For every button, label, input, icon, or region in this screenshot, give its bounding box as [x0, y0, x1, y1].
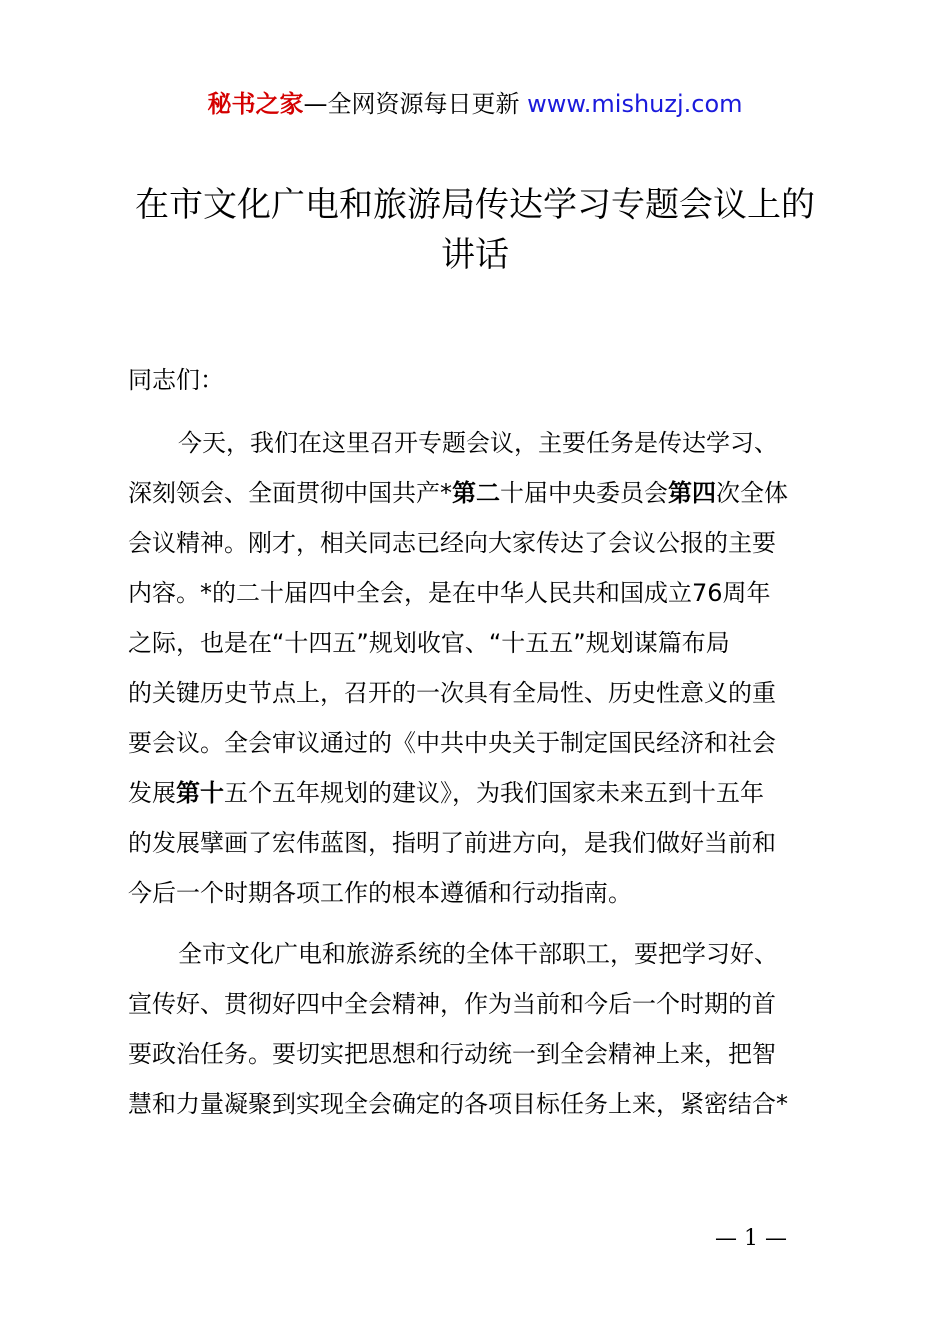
paragraph-1 — [128, 418, 834, 918]
paragraph-line — [128, 768, 834, 818]
text-run: 深刻领会、全面贯彻中国共产* — [128, 479, 452, 507]
paragraph-line: 今天，我们在这里召开专题会议，主要任务是传达学习、 — [178, 429, 778, 457]
text-run: 次全体 — [716, 479, 788, 507]
site-url-link[interactable]: www.mishuzj.com — [527, 90, 743, 118]
page-number: — 1 — — [715, 1226, 787, 1251]
paragraph-line: 今后一个时期各项工作的根本遵循和行动指南。 — [128, 879, 632, 907]
paragraph-2 — [128, 929, 834, 1129]
paragraph-line: 之际，也是在“十四五”规划收官、“十五五”规划谋篇布局 — [128, 629, 730, 657]
bold-text-run: 第十 — [176, 779, 224, 807]
bold-text-run: 第二 — [452, 479, 500, 507]
paragraph-line: 会议精神。刚才，相关同志已经向大家传达了会议公报的主要 — [128, 529, 776, 557]
site-header — [0, 88, 950, 120]
paragraph-line: 的关键历史节点上，召开的一次具有全局性、历史性意义的重 — [128, 679, 776, 707]
salutation: 同志们： — [128, 366, 224, 394]
bold-text-run: 第四 — [668, 479, 716, 507]
paragraph-line: 慧和力量凝聚到实现全会确定的各项目标任务上来，紧密结合* — [128, 1090, 788, 1118]
document-title — [100, 180, 850, 280]
text-run: 五个五年规划的建议》，为我们国家未来五到十五年 — [224, 779, 764, 807]
text-run: 发展 — [128, 779, 176, 807]
title-line-2: 讲话 — [441, 235, 509, 275]
paragraph-line: 要政治任务。要切实把思想和行动统一到全会精神上来，把智 — [128, 1040, 776, 1068]
header-tagline: —全网资源每日更新 — [303, 90, 528, 118]
title-line-1: 在市文化广电和旅游局传达学习专题会议上的 — [135, 185, 815, 225]
paragraph-line: 宣传好、贯彻好四中全会精神，作为当前和今后一个时期的首 — [128, 990, 776, 1018]
brand-name: 秘书之家 — [207, 90, 304, 118]
paragraph-line: 的发展擘画了宏伟蓝图，指明了前进方向，是我们做好当前和 — [128, 829, 776, 857]
paragraph-line: 全市文化广电和旅游系统的全体干部职工，要把学习好、 — [178, 940, 778, 968]
text-run: 十届中央委员会 — [500, 479, 668, 507]
paragraph-line: 内容。*的二十届四中全会，是在中华人民共和国成立76周年 — [128, 579, 771, 607]
paragraph-line: 要会议。全会审议通过的《中共中央关于制定国民经济和社会 — [128, 729, 776, 757]
paragraph-line — [128, 468, 834, 518]
